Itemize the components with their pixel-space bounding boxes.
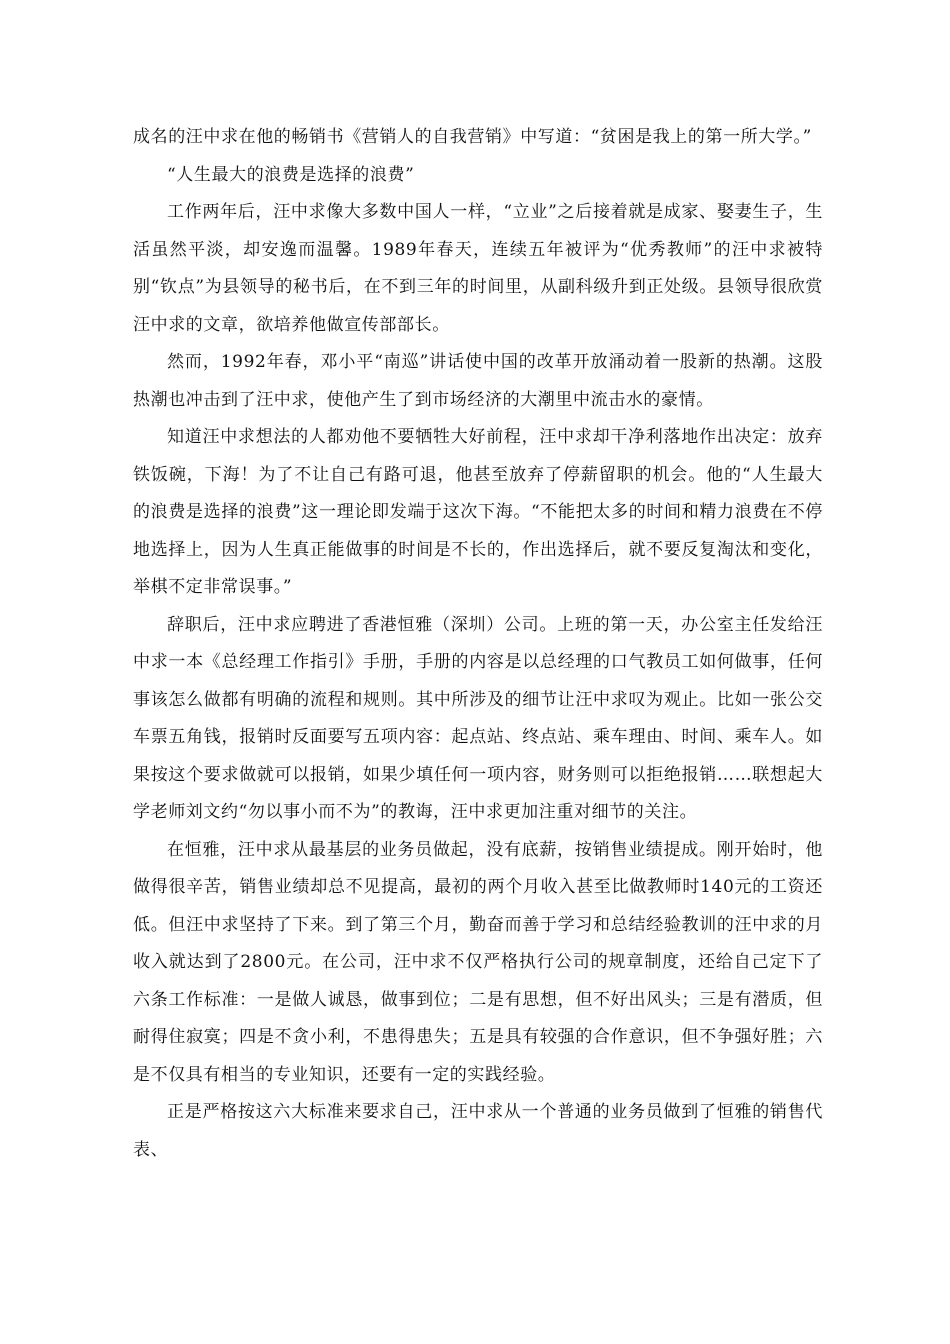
paragraph: 辞职后，汪中求应聘进了香港恒雅（深圳）公司。上班的第一天，办公室主任发给汪中求一本《总经理工作指引》手册，手册的内容是以总经理的口气教员工如何做事，任何事该怎么做都有明确的流程和规则。其中所涉及的细节让汪中求叹为观止。比如一张公交车票五角钱，报销时反面要写五项内容：起点站、终点站、乘车理由、时间、乘车人。如果按这个要求做就可以报销，如果少填任何一项内容，财务则可以拒绝报销……联想起大学老师刘文约“勿以事小而不为”的教诲，汪中求更加注重对细节的关注。 (133, 614, 823, 822)
paragraph: 工作两年后，汪中求像大多数中国人一样，“立业”之后接着就是成家、娶妻生子，生活虽然平淡，却安逸而温馨。1989年春天，连续五年被评为“优秀教师”的汪中求被特别“钦点”为县领导的秘书后，在不到三年的时间里，从副科级升到正处级。县领导很欣赏汪中求的文章，欲培养他做宣传部部长。 (133, 202, 823, 335)
article-body (133, 119, 823, 1169)
paragraph: 知道汪中求想法的人都劝他不要牺牲大好前程，汪中求却干净利落地作出决定：放弃铁饭碗，下海！为了不让自己有路可退，他甚至放弃了停薪留职的机会。他的“人生最大的浪费是选择的浪费”这一理论即发端于这次下海。“不能把太多的时间和精力浪费在不停地选择上，因为人生真正能做事的时间是不长的，作出选择后，就不要反复淘汰和变化，举棋不定非常误事。” (133, 427, 823, 597)
section-heading: “人生最大的浪费是选择的浪费” (167, 164, 415, 185)
paragraph: 正是严格按这六大标准来要求自己，汪中求从一个普通的业务员做到了恒雅的销售代表、 (133, 1102, 823, 1160)
paragraph: 成名的汪中求在他的畅销书《营销人的自我营销》中写道：“贫困是我上的第一所大学。” (133, 127, 812, 147)
paragraph: 在恒雅，汪中求从最基层的业务员做起，没有底薪，按销售业绩提成。刚开始时，他做得很辛苦，销售业绩却总不见提高，最初的两个月收入甚至比做教师时140元的工资还低。但汪中求坚持了下来。到了第三个月，勤奋而善于学习和总结经验教训的汪中求的月收入就达到了2800元。在公司，汪中求不仅严格执行公司的规章制度，还给自己定下了六条工作标准：一是做人诚恳，做事到位；二是有思想，但不好出风头；三是有潜质，但耐得住寂寞；四是不贪小利，不患得患失；五是具有较强的合作意识，但不争强好胜；六是不仅具有相当的专业知识，还要有一定的实践经验。 (133, 839, 823, 1085)
paragraph: 然而，1992年春，邓小平“南巡”讲话使中国的改革开放涌动着一股新的热潮。这股热潮也冲击到了汪中求，使他产生了到市场经济的大潮里中流击水的豪情。 (133, 352, 823, 410)
